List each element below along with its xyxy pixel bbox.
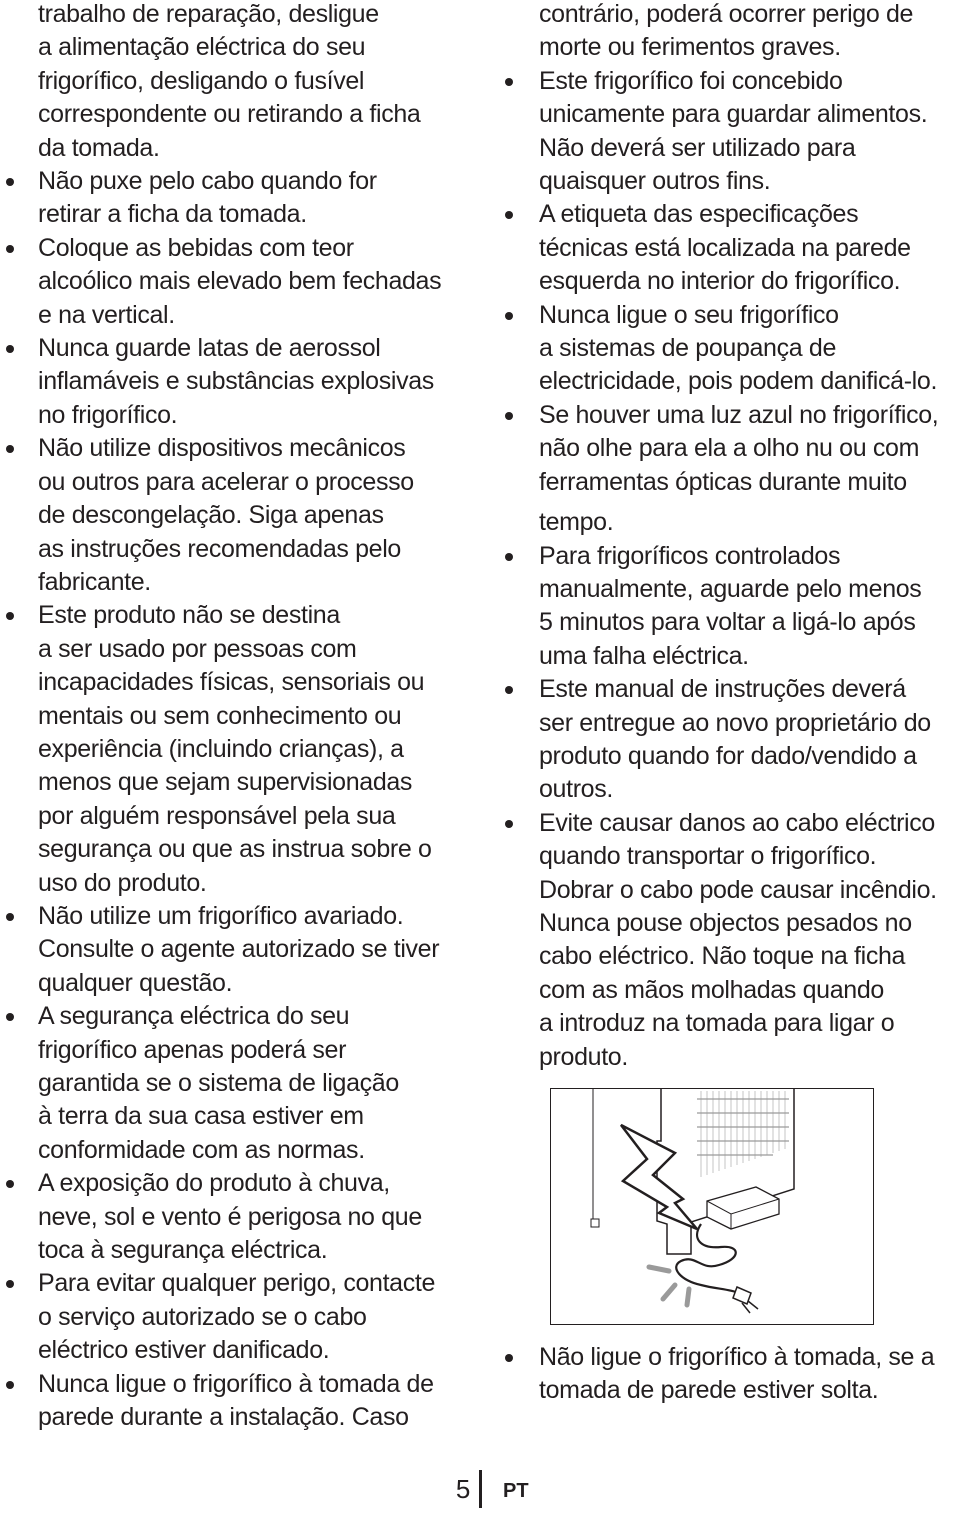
- text-line: Nunca ligue o seu frigorífico: [539, 300, 839, 329]
- text-line: Dobrar o cabo pode causar incêndio.: [539, 875, 937, 904]
- text-line: Este manual de instruções deverá: [539, 675, 906, 704]
- text-line: alcoólico mais elevado bem fechadas: [38, 267, 442, 296]
- text-line: tempo.: [539, 508, 614, 537]
- text-line: quaisquer outros fins.: [539, 167, 771, 196]
- text-line: uso do produto.: [38, 868, 207, 897]
- cable-damage-illustration: [550, 1088, 874, 1325]
- text-line: Para frigoríficos controlados: [539, 541, 841, 570]
- bullet-item: [38, 1267, 478, 1367]
- intro-paragraph: [38, 0, 478, 165]
- text-line: parede durante a instalação. Caso: [38, 1403, 409, 1432]
- text-line: unicamente para guardar alimentos.: [539, 100, 928, 129]
- text-line: fabricante.: [38, 567, 151, 596]
- right-column-bottom: [539, 1341, 960, 1408]
- text-line: garantida se o sistema de ligação: [38, 1069, 399, 1097]
- text-line: Este produto não se destina: [38, 601, 340, 630]
- text-line: qualquer questão.: [38, 968, 233, 997]
- text-line: inflamáveis e substâncias explosivas: [38, 367, 434, 396]
- text-line: manualmente, aguarde pelo menos: [539, 574, 922, 603]
- text-line: Não utilize um frigorífico avariado.: [38, 901, 404, 930]
- text-line: a sistemas de poupança de: [539, 334, 837, 363]
- text-line: com as mãos molhadas quando: [539, 975, 884, 1004]
- text-line: toca à segurança eléctrica.: [38, 1236, 328, 1265]
- bullet-item: [539, 65, 960, 199]
- text-line: Para evitar qualquer perigo, contacte: [38, 1269, 436, 1298]
- text-line: Evite causar danos ao cabo eléctrico: [539, 808, 935, 837]
- text-line: eléctrico estiver danificado.: [38, 1336, 330, 1365]
- text-line: contrário, poderá ocorrer perigo de: [539, 0, 914, 28]
- bullet-item: [539, 399, 960, 540]
- text-line: A etiqueta das especificações: [539, 200, 859, 229]
- footer-divider: [479, 1470, 482, 1508]
- bullet-item: [539, 540, 960, 674]
- text-line: por alguém responsável pela sua: [38, 801, 396, 830]
- bullet-item: [539, 198, 960, 298]
- text-line: retirar a ficha da tomada.: [38, 200, 307, 229]
- text-line: não olhe para ela a olho nu ou com: [539, 434, 920, 463]
- text-line: electricidade, pois podem danificá-lo.: [539, 367, 938, 396]
- text-line: mentais ou sem conhecimento ou: [38, 701, 402, 730]
- bullet-item: [38, 1000, 478, 1167]
- text-line: da tomada.: [38, 133, 160, 162]
- text-line: conformidade com as normas.: [38, 1135, 365, 1164]
- text-line: 5 minutos para voltar a ligá-lo após: [539, 608, 916, 637]
- text-line: correspondente ou retirando a ficha: [38, 100, 421, 129]
- text-line: tomada de parede estiver solta.: [539, 1376, 879, 1405]
- text-line: A segurança eléctrica do seu: [38, 1002, 350, 1031]
- text-line: de descongelação. Siga apenas: [38, 501, 384, 530]
- text-line: as instruções recomendadas pelo: [38, 534, 401, 563]
- text-line: produto quando for dado/vendido a: [539, 741, 917, 770]
- text-line: Nunca pouse objectos pesados no: [539, 908, 912, 937]
- text-line: A exposição do produto à chuva,: [38, 1169, 390, 1198]
- text-line: neve, sol e vento é perigosa no que: [38, 1202, 422, 1231]
- text-line: trabalho de reparação, desligue: [38, 0, 379, 28]
- lightning-damaged-cable-icon: [551, 1089, 872, 1323]
- text-line: Nunca guarde latas de aerossol: [38, 334, 381, 363]
- text-line: a ser usado por pessoas com: [38, 634, 357, 663]
- text-line: a introduz na tomada para ligar o: [539, 1009, 895, 1038]
- page-number: 5: [455, 1474, 470, 1504]
- language-code: PT: [503, 1480, 529, 1502]
- text-line: a alimentação eléctrica do seu: [38, 33, 366, 62]
- left-column: [38, 0, 478, 1434]
- text-line: Nunca ligue o frigorífico à tomada de: [38, 1369, 434, 1398]
- text-line: à terra da sua casa estiver em: [38, 1102, 364, 1131]
- bullet-item: [38, 599, 478, 900]
- text-line: Se houver uma luz azul no frigorífico,: [539, 400, 939, 429]
- bullet-item: [38, 165, 478, 232]
- text-line: frigorífico apenas poderá ser: [38, 1035, 347, 1064]
- text-line: segurança ou que as instrua sobre o: [38, 835, 432, 864]
- text-line: o serviço autorizado se o cabo: [38, 1302, 367, 1331]
- bullet-item: [539, 807, 960, 1074]
- text-line: frigorífico, desligando o fusível: [38, 66, 365, 95]
- text-line: Não deverá ser utilizado para: [539, 133, 856, 162]
- text-line: cabo eléctrico. Não toque na ficha: [539, 942, 906, 971]
- bullet-item: [539, 299, 960, 399]
- bullet-item: [539, 1341, 960, 1408]
- text-line: e na vertical.: [38, 300, 175, 329]
- bullet-item: [38, 332, 478, 432]
- text-line: Coloque as bebidas com teor: [38, 233, 354, 262]
- intro-paragraph: [539, 0, 960, 65]
- text-line: Não ligue o frigorífico à tomada, se a: [539, 1343, 935, 1371]
- bullet-item: [38, 232, 478, 332]
- bullet-item: [38, 1368, 478, 1435]
- text-line: ser entregue ao novo proprietário do: [539, 708, 931, 737]
- text-line: ferramentas ópticas durante muito: [539, 467, 907, 496]
- text-line: uma falha eléctrica.: [539, 641, 749, 670]
- right-column: [539, 0, 960, 1074]
- text-line: outros.: [539, 775, 613, 804]
- text-line: quando transportar o frigorífico.: [539, 842, 877, 871]
- text-line: Não puxe pelo cabo quando for: [38, 167, 377, 196]
- text-line: técnicas está localizada na parede: [539, 233, 911, 262]
- text-line: Não utilize dispositivos mecânicos: [38, 434, 406, 463]
- bullet-item: [539, 673, 960, 807]
- text-line: experiência (incluindo crianças), a: [38, 734, 404, 763]
- bullet-item: [38, 432, 478, 599]
- bullet-item: [38, 900, 478, 1000]
- text-line: Este frigorífico foi concebido: [539, 66, 843, 95]
- text-line: Consulte o agente autorizado se tiver: [38, 935, 440, 964]
- text-line: ou outros para acelerar o processo: [38, 467, 414, 496]
- text-line: esquerda no interior do frigorífico.: [539, 267, 901, 296]
- text-line: morte ou ferimentos graves.: [539, 33, 841, 62]
- text-line: incapacidades físicas, sensoriais ou: [38, 668, 425, 697]
- text-line: produto.: [539, 1042, 628, 1071]
- text-line: menos que sejam supervisionadas: [38, 768, 413, 797]
- text-line: no frigorífico.: [38, 400, 178, 429]
- bullet-item: [38, 1167, 478, 1267]
